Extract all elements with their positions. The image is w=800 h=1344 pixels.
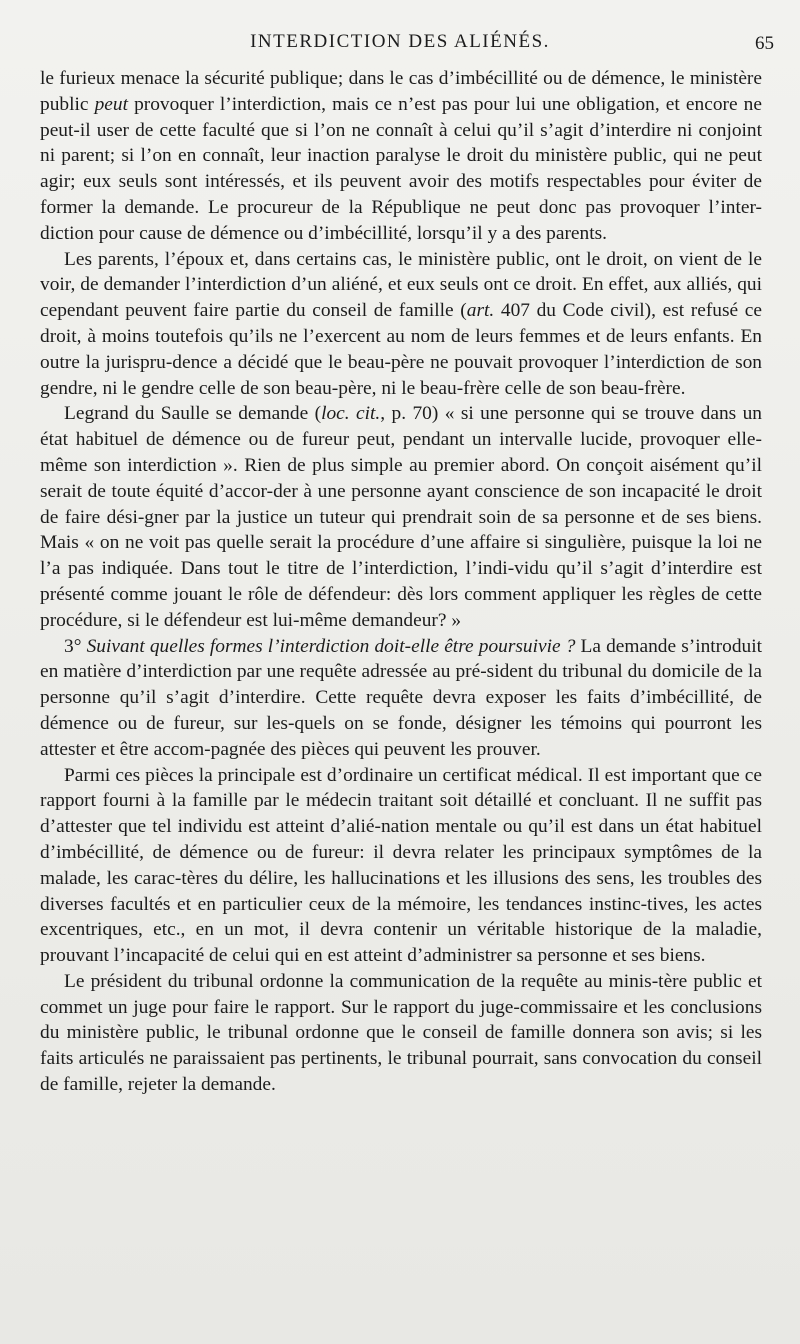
text-run: La demande s’introduit en matière d’interdiction par une requête adressée au pré-sident du tribunal du domicile de la personne qu’il s’agit d’interdire. Cette requête devra exposer les faits d’imbécillité, de démence ou de fureur, sur les-quels on se fonde, désigner les témoins qui pourront les attester et être accom-pagnée des pièces qui peuvent les prouver. (40, 635, 762, 760)
italic-text: peut (94, 93, 128, 115)
paragraph (40, 969, 762, 1098)
italic-text: loc. cit. (321, 403, 381, 425)
page-header (0, 28, 800, 62)
italic-text: art. (466, 300, 495, 322)
page-number: 65 (755, 33, 774, 54)
italic-text: Suivant quelles formes l’interdiction doit-elle être poursuivie ? (86, 635, 576, 657)
body-text (40, 66, 762, 1098)
paragraph (40, 66, 762, 247)
paragraph (40, 401, 762, 633)
text-run: , p. 70) « si une personne qui se trouve dans un état habituel de démence ou de fureur peut, pendant un intervalle lucide, provoquer elle-même son interdiction ». Rien de plus simple au premier abord. On conçoit aisément qu’il serait de toute équité d’accor-der à une personne ayant conscience de son incapacité le droit de faire dési-gner par la justice un tuteur qui prendrait soin de sa personne et de ses biens. Mais « on ne voit pas quelle serait la procédure d’une affaire si singulière, puisque la loi ne l’a pas indiquée. Dans tout le titre de l’interdiction, l’indi-vidu qu’il s’agit d’interdire est présenté comme jouant le rôle de défendeur: dès lors comment appliquer les règles de cette procédure, si le défendeur est lui-même demandeur? » (40, 403, 762, 631)
text-run: le furieux menace la sécurité publique; dans le cas d’imbécillité ou de démence, le ministère public (40, 68, 762, 115)
text-run: Parmi ces pièces la principale est d’ordinaire un certificat médical. Il est important que ce rapport fourni à la famille par le médecin traitant soit détaillé et concluant. Il ne suffit pas d’attester que tel individu est atteint d’alié-nation mentale ou qu’il est dans un état habituel d’imbécillité, de démence ou de fureur: il devra relater les principaux symptômes de la malade, les carac-tères du délire, les hallucinations et les illusions des sens, les troubles des diverses facultés et en particulier ceux de la mémoire, les tendances instinc-tives, les actes excentriques, etc., en un mot, il devra contenir un véritable historique de la maladie, prouvant l’incapacité de celui qui en est atteint d’administrer sa personne et ses biens. (40, 764, 762, 967)
paragraph (40, 247, 762, 402)
text-run: provoquer l’interdiction, mais ce n’est pas pour lui une obligation, et encore ne peut-il user de cette faculté que si l’on ne connaît à celui qu’il s’agit d’interdire ni conjoint ni parent; si l’on en connaît, leur inaction paralyse le droit du ministère public, qui ne peut agir; eux seuls sont intéressés, et ils peuvent avoir des motifs respectables pour éviter de former la demande. Le procureur de la République ne peut donc pas provoquer l’inter-diction pour cause de démence ou d’imbécillité, lorsqu’il y a des parents. (40, 93, 762, 244)
text-run: Le président du tribunal ordonne la communication de la requête au minis-tère public et commet un juge pour faire le rapport. Sur le rapport du juge-commissaire et les conclusions du ministère public, le tribunal ordonne que le conseil de famille donnera son avis; si les faits articulés ne paraissaient pas pertinents, le tribunal pourrait, sans convocation du conseil de famille, rejeter la demande. (40, 970, 762, 1096)
text-run: 407 du Code civil), est refusé ce droit, à moins toutefois qu’ils ne l’exercent au nom de leurs femmes et de leurs enfants. En outre la jurispru-dence a décidé que le beau-père ne pouvait provoquer l’interdiction de son gendre, ni le gendre celle de son beau-père, ni le beau-frère celle de son beau-frère. (40, 300, 763, 399)
text-run: Legrand du Saulle se demande ( (64, 403, 322, 425)
paragraph (40, 634, 762, 763)
running-title: INTERDICTION DES ALIÉNÉS. (250, 31, 550, 52)
text-run: 3° (64, 635, 87, 657)
paragraph (40, 763, 762, 969)
text-run: Les parents, l’époux et, dans certains cas, le ministère public, ont le droit, on vient de le voir, de demander l’interdiction d’un aliéné, et eux seuls ont ce droit. En effet, aux alliés, qui cependant peuvent faire partie du conseil de famille ( (40, 248, 762, 322)
